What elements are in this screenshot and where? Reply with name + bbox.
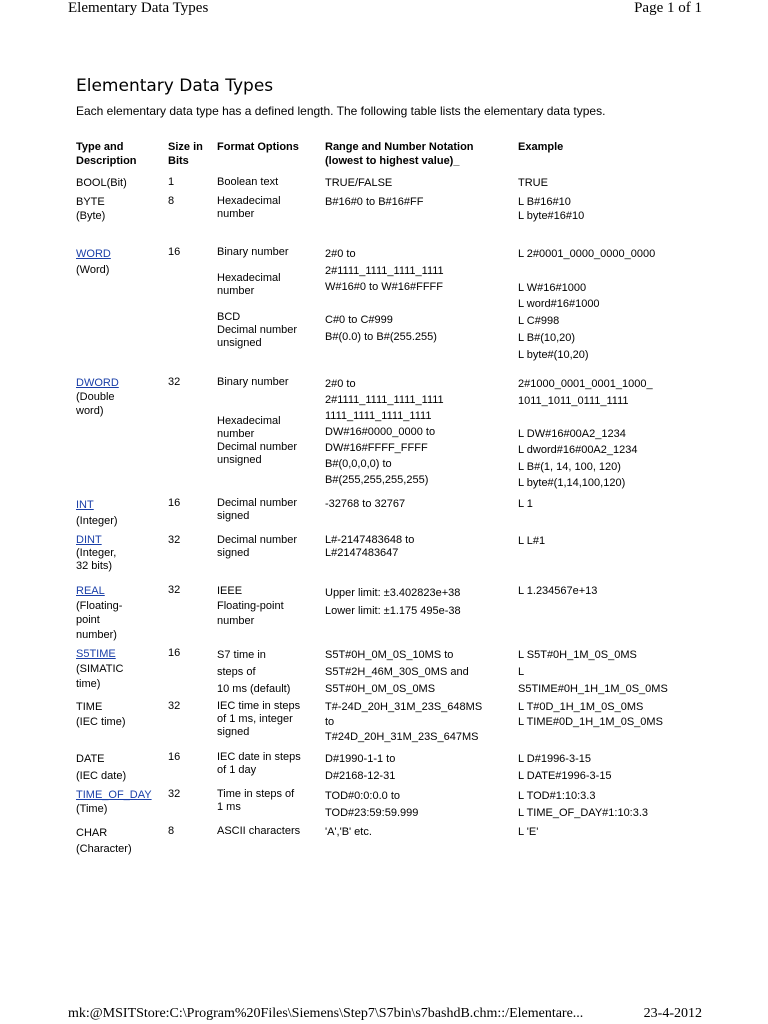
range-line: S5T#0H_0M_0S_0MS [325, 683, 436, 695]
type-description: 32 bits) [76, 560, 113, 572]
type-name: TIME [76, 701, 103, 713]
size-cell [168, 246, 208, 258]
size-cell [168, 584, 208, 596]
range-cell [325, 647, 513, 698]
header-line: Size in [168, 141, 203, 153]
type-line [76, 700, 164, 715]
format-cell [217, 788, 319, 814]
type-line [76, 246, 164, 262]
type-line [76, 825, 164, 841]
format-line: number [217, 615, 255, 627]
type-line [76, 497, 164, 513]
example-line: L T#0D_1H_1M_0S_0MS [518, 701, 644, 713]
format-line: number [217, 428, 255, 440]
format-line: Decimal number [217, 497, 298, 509]
example-line: L word#16#1000 [518, 298, 600, 311]
range-line: Lower limit: ±1.175 495e-38 [325, 605, 461, 617]
range-line: T#-24D_20H_31M_23S_648MS [325, 701, 483, 713]
range-cell [325, 825, 513, 839]
range-line: S5T#2H_46M_30S_0MS and [325, 666, 469, 678]
range-cell [325, 751, 513, 785]
format-line [217, 298, 319, 311]
size-bits: 16 [168, 751, 181, 763]
example-line: L S5T#0H_1M_0S_0MS [518, 649, 637, 661]
intro-text: Each elementary data type has a defined length. The following table lists the elementary data types. [76, 104, 606, 118]
example-line: S5TIME#0H_1H_1M_0S_0MS [518, 683, 668, 695]
range-line [325, 296, 513, 313]
type-line [76, 788, 164, 802]
format-line: Binary number [217, 376, 289, 388]
page-title: Elementary Data Types [76, 76, 274, 96]
range-line: L#-2147483648 to [325, 534, 415, 546]
range-line: to [325, 716, 335, 728]
range-line: DW#16#FFFF_FFFF [325, 442, 428, 454]
type-line [76, 534, 164, 547]
type-cell [76, 497, 164, 529]
type-name: DATE [76, 753, 105, 765]
format-line: Hexadecimal [217, 195, 281, 207]
table-header-cell [325, 140, 513, 168]
size-bits: 32 [168, 700, 181, 712]
size-cell [168, 497, 208, 509]
range-line: TRUE/FALSE [325, 177, 393, 189]
header-line: Format Options [217, 141, 299, 153]
type-cell [76, 700, 164, 730]
example-line: L L#1 [518, 535, 546, 547]
type-line [76, 195, 164, 209]
footer-path: mk:@MSITStore:C:\Program%20Files\Siemens\Step7\S7bin\s7bashdB.chm::/Elementare... [68, 1006, 584, 1021]
format-cell [217, 700, 319, 739]
range-line: B#(0.0) to B#(255.255) [325, 330, 437, 343]
format-cell [217, 176, 319, 189]
format-line: BCD [217, 311, 241, 323]
format-line [217, 389, 319, 402]
range-line: C#0 to C#999 [325, 314, 393, 326]
type-description: (IEC time) [76, 716, 126, 728]
example-line: L 2#0001_0000_0000_0000 [518, 248, 656, 260]
header-line: Bits [168, 155, 189, 167]
range-line: 2#0 to [325, 248, 356, 260]
example-cell [518, 700, 718, 730]
size-bits: 16 [168, 497, 181, 509]
type-cell [76, 534, 164, 573]
example-line: L C#998 [518, 315, 560, 328]
range-line: D#1990-1-1 to [325, 753, 396, 765]
header-line: Range and Number Notation [325, 141, 474, 153]
type-line [76, 647, 164, 662]
format-line: signed [217, 510, 250, 522]
type-description: (Word) [76, 264, 110, 276]
example-line: L TIME#0D_1H_1M_0S_0MS [518, 716, 663, 728]
format-line: Hexadecimal [217, 272, 281, 284]
format-line: 10 ms (default) [217, 683, 291, 695]
type-link[interactable]: REAL [76, 585, 105, 597]
type-name: CHAR [76, 827, 108, 839]
type-line [76, 584, 164, 599]
range-line: Upper limit: ±3.402823e+38 [325, 587, 461, 599]
example-line: L 'E' [518, 826, 539, 838]
range-cell [325, 246, 513, 345]
example-cell [518, 751, 718, 785]
example-cell [518, 584, 718, 598]
size-bits: 8 [168, 195, 175, 207]
size-bits: 8 [168, 825, 175, 837]
example-cell [518, 497, 718, 511]
format-line: Time in steps of [217, 788, 295, 800]
type-description: point [76, 614, 100, 626]
example-line: L 1.234567e+13 [518, 585, 598, 597]
type-link[interactable]: WORD [76, 248, 111, 260]
example-line: 1011_1011_0111_1111 [518, 394, 629, 407]
format-line: IEC date in steps [217, 751, 301, 763]
table-header-cell [217, 140, 319, 154]
range-line: TOD#23:59:59.999 [325, 807, 419, 819]
size-bits: 1 [168, 176, 175, 188]
type-cell [76, 751, 164, 785]
example-line: L B#(1, 14, 100, 120) [518, 460, 621, 473]
format-line: Binary number [217, 246, 289, 258]
example-line: L byte#(1,14,100,120) [518, 477, 626, 489]
range-cell [325, 497, 513, 511]
format-cell [217, 246, 319, 350]
example-line: TRUE [518, 177, 548, 189]
type-link[interactable]: TIME_OF_DAY [76, 789, 152, 801]
format-line: number [217, 285, 255, 297]
format-cell [217, 584, 319, 629]
example-line: L byte#16#10 [518, 210, 585, 222]
type-description: (IEC date) [76, 770, 127, 782]
header-line: (lowest to highest value)_ [325, 155, 460, 167]
example-line: L DATE#1996-3-15 [518, 770, 612, 782]
size-bits: 16 [168, 647, 181, 659]
range-cell [325, 584, 513, 620]
example-cell [518, 376, 718, 492]
format-line: unsigned [217, 337, 262, 349]
size-cell [168, 176, 208, 188]
type-description: time) [76, 678, 101, 690]
table-header-cell [168, 140, 208, 168]
example-line: L 1 [518, 498, 533, 510]
size-cell [168, 195, 208, 207]
size-cell [168, 825, 208, 837]
format-line: Decimal number [217, 534, 298, 546]
range-line: 1111_1111_1111_1111 [325, 410, 432, 422]
type-description: (Integer) [76, 515, 118, 527]
type-line [76, 176, 164, 190]
range-line: 2#0 to [325, 378, 356, 390]
type-cell [76, 195, 164, 223]
size-bits: 32 [168, 534, 181, 546]
type-description: (Floating- [76, 599, 123, 612]
header-line: Type and [76, 141, 124, 153]
format-line: signed [217, 547, 250, 559]
type-line [76, 376, 164, 390]
example-line: L D#1996-3-15 [518, 753, 591, 765]
type-description: (Byte) [76, 210, 106, 222]
type-cell [76, 825, 164, 857]
table-header-cell [76, 140, 164, 168]
header-line: Description [76, 155, 137, 167]
type-cell [76, 584, 164, 642]
format-cell [217, 376, 319, 467]
type-name: BYTE [76, 196, 105, 208]
format-line: Boolean text [217, 176, 279, 188]
range-line: 2#1111_1111_1111_1111 [325, 394, 444, 406]
format-line: number [217, 208, 255, 220]
format-line: of 1 ms, integer [217, 713, 293, 725]
format-line: Decimal number [217, 324, 298, 336]
range-cell [325, 534, 513, 560]
range-cell [325, 176, 513, 190]
range-line: B#(0,0,0,0) to [325, 458, 392, 470]
range-line: DW#16#0000_0000 to [325, 426, 436, 438]
type-link[interactable]: S5TIME [76, 648, 116, 660]
size-cell [168, 751, 208, 763]
type-link[interactable]: DINT [76, 534, 102, 546]
table-header-cell [518, 140, 718, 154]
type-cell [76, 788, 164, 816]
range-cell [325, 700, 513, 745]
example-line: L byte#(10,20) [518, 348, 589, 361]
type-link[interactable]: DWORD [76, 377, 119, 389]
type-description: (Double [76, 391, 115, 403]
range-line: L#2147483647 [325, 547, 399, 559]
example-line: L [518, 666, 525, 678]
example-cell [518, 176, 718, 190]
size-bits: 32 [168, 376, 181, 388]
example-cell [518, 825, 718, 839]
range-line: D#2168-12-31 [325, 770, 396, 782]
format-line: of 1 day [217, 764, 257, 776]
type-cell [76, 376, 164, 418]
range-line: B#(255,255,255,255) [325, 474, 429, 486]
format-line: steps of [217, 666, 256, 678]
type-link[interactable]: INT [76, 499, 94, 511]
type-name: BOOL(Bit) [76, 177, 127, 189]
type-description: (Time) [76, 803, 108, 815]
type-cell [76, 246, 164, 278]
example-line: L dword#16#00A2_1234 [518, 444, 638, 456]
example-line: L DW#16#00A2_1234 [518, 427, 626, 440]
type-line [76, 751, 164, 768]
example-line: L TOD#1:10:3.3 [518, 790, 596, 802]
type-description: number) [76, 628, 117, 641]
format-line [217, 402, 319, 415]
example-line [518, 409, 718, 426]
range-line: W#16#0 to W#16#FFFF [325, 281, 443, 293]
size-bits: 32 [168, 788, 181, 800]
size-cell [168, 700, 208, 712]
range-line: B#16#0 to B#16#FF [325, 196, 424, 208]
range-cell [325, 376, 513, 488]
footer-date: 23-4-2012 [643, 1006, 702, 1021]
format-line: Decimal number [217, 441, 298, 453]
format-line: S7 time in [217, 649, 266, 661]
range-line: S5T#0H_0M_0S_10MS to [325, 649, 454, 661]
example-line [518, 263, 718, 280]
size-bits: 16 [168, 246, 181, 258]
example-line: L B#(10,20) [518, 331, 576, 344]
format-cell [217, 751, 319, 777]
example-cell [518, 246, 718, 364]
type-cell [76, 176, 164, 190]
example-line: 2#1000_0001_0001_1000_ [518, 378, 653, 390]
format-cell [217, 647, 319, 698]
example-cell [518, 788, 718, 822]
size-cell [168, 376, 208, 388]
format-line: 1 ms [217, 801, 241, 813]
format-line: Floating-point [217, 600, 284, 612]
example-line: L W#16#1000 [518, 281, 587, 294]
range-line: 'A','B' etc. [325, 826, 372, 838]
example-cell [518, 647, 718, 698]
type-cell [76, 647, 164, 692]
example-line: L B#16#10 [518, 196, 571, 208]
page-number: Page 1 of 1 [634, 0, 702, 16]
size-cell [168, 534, 208, 546]
range-cell [325, 195, 513, 209]
format-cell [217, 534, 319, 560]
example-line: L TIME_OF_DAY#1:10:3.3 [518, 807, 649, 819]
format-line: IEC time in steps [217, 700, 301, 712]
type-description: (SIMATIC [76, 663, 124, 675]
range-line: -32768 to 32767 [325, 498, 406, 510]
type-description: (Integer, [76, 547, 117, 559]
size-cell [168, 788, 208, 800]
format-line: IEEE [217, 585, 243, 597]
format-line: unsigned [217, 454, 262, 466]
format-line: Hexadecimal [217, 415, 281, 427]
size-bits: 32 [168, 584, 181, 596]
format-cell [217, 497, 319, 523]
type-description: (Character) [76, 843, 132, 855]
example-cell [518, 195, 718, 223]
example-cell [518, 534, 718, 548]
header-line: Example [518, 141, 564, 153]
format-line: ASCII characters [217, 825, 301, 837]
range-line: T#24D_20H_31M_23S_647MS [325, 731, 479, 743]
size-cell [168, 647, 208, 659]
range-cell [325, 788, 513, 822]
format-line [217, 259, 319, 272]
browser-header-title: Elementary Data Types [68, 0, 209, 16]
type-description: word) [76, 405, 104, 417]
format-line: signed [217, 726, 250, 738]
range-line: 2#1111_1111_1111_1111 [325, 264, 444, 277]
range-line: TOD#0:0:0.0 to [325, 790, 401, 802]
format-cell [217, 195, 319, 221]
format-cell [217, 825, 319, 838]
